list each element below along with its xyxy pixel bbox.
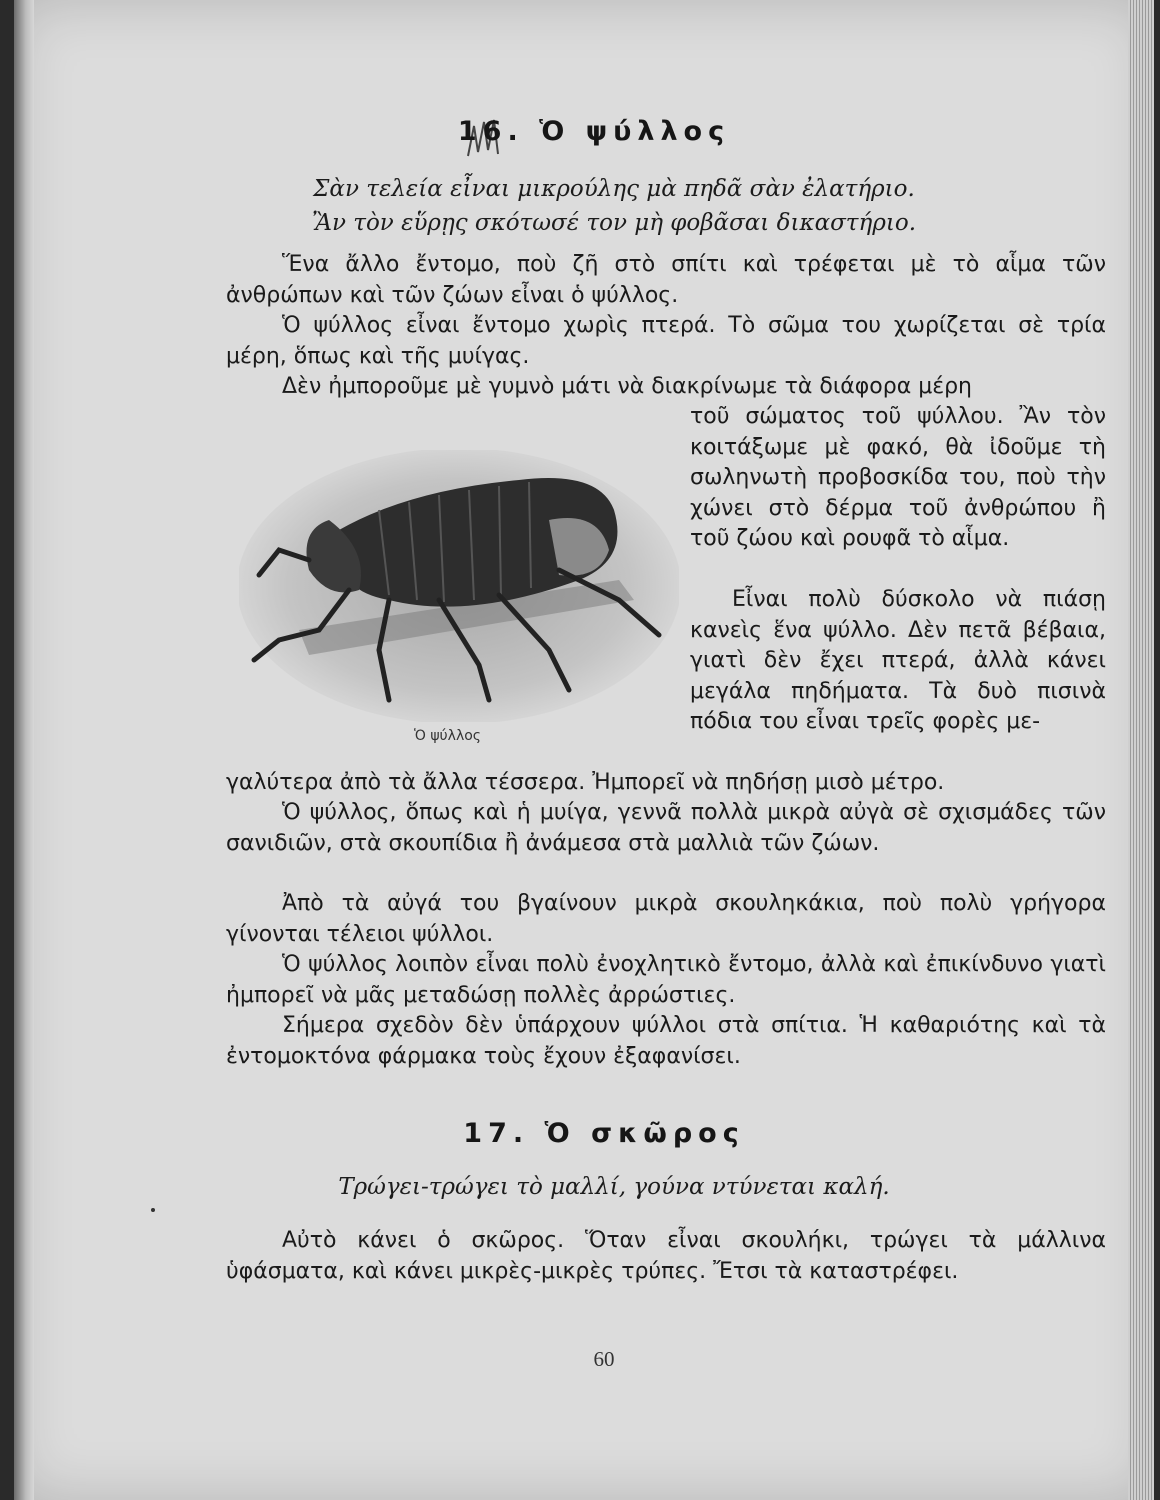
paragraph: Δὲν ἠμποροῦμε μὲ γυμνὸ μάτι νὰ διακρίνωμε τὰ διάφορα μέρη [282, 374, 972, 399]
paragraph: Ἀπὸ τὰ αὐγά του βγαίνουν μικρὰ σκουληκάκια, ποὺ πολὺ γρήγορα γίνονται τέλειοι ψύλλοι. [226, 891, 1106, 947]
paragraph: γαλύτερα ἀπὸ τὰ ἄλλα τέσσερα. Ἠμπορεῖ νὰ πηδήσῃ μισὸ μέτρο. [226, 770, 945, 795]
motto-line: Σὰν τελεία εἶναι μικρούλης μὰ πηδᾶ σὰν ἐλατήριο. [313, 176, 915, 202]
paragraph: Ὁ ψύλλος λοιπὸν εἶναι πολὺ ἐνοχλητικὸ ἔντομο, ἀλλὰ καὶ ἐπικίνδυνο γιατὶ ἠμπορεῖ νὰ μᾶς μεταδώσῃ πολλὲς ἀρρώστιες. [226, 952, 1106, 1008]
section-16-number: 16. [457, 116, 524, 147]
section-16-title: Ὁ ψύλλος [539, 116, 731, 147]
motto-line: Ἂν τὸν εὕρῃς σκότωσέ τον μὴ φοβᾶσαι δικαστήριο. [311, 210, 917, 236]
paragraph: τοῦ σώματος τοῦ ψύλλου. Ἂν τὸν κοιτάξωμε μὲ φακό, θὰ ἰδοῦμε τὴ σωληνωτὴ προβοσκίδα του, ποὺ τὴν χώνει στὸ δέρμα τοῦ ἀνθρώπου ἢ τοῦ ζώου καὶ ρουφᾶ τὸ αἷμα. [690, 404, 1106, 551]
ink-speck [151, 1208, 155, 1212]
section-16-heading [344, 116, 844, 147]
paragraph: Ἕνα ἄλλο ἔντομο, ποὺ ζῆ στὸ σπίτι καὶ τρέφεται μὲ τὸ αἷμα τῶν ἀνθρώπων καὶ τῶν ζώων εἶναι ὁ ψύλλος. [226, 252, 1106, 308]
section-16-motto [214, 172, 1014, 240]
page-edges [1128, 0, 1154, 1500]
book-page [14, 0, 1154, 1500]
section-17-motto: Τρώγει-τρώγει τὸ μαλλί, γούνα ντύνεται καλή. [338, 1174, 890, 1200]
paragraph: Σήμερα σχεδὸν δὲν ὑπάρχουν ψύλλοι στὰ σπίτια. Ἡ καθαριότης καὶ τὰ ἐντομοκτόνα φάρμακα τοὺς ἔχουν ἐξαφανίσει. [226, 1013, 1106, 1069]
paragraph: Ὁ ψύλλος, ὅπως καὶ ἡ μυίγα, γεννᾶ πολλὰ μικρὰ αὐγὰ σὲ σχισμάδες τῶν σανιδιῶν, στὰ σκουπίδια ἢ ἀνάμεσα στὰ μαλλιὰ τῶν ζώων. [226, 800, 1106, 856]
section-17-title: Ὁ σκῶρος [544, 1118, 745, 1149]
flea-illustration [239, 450, 679, 722]
paragraph: Ὁ ψύλλος εἶναι ἔντομο χωρὶς πτερά. Τὸ σῶμα του χωρίζεται σὲ τρία μέρη, ὅπως καὶ τῆς μυίγας. [226, 313, 1106, 369]
page-number: 60 [593, 1347, 615, 1371]
section-17-number: 17. [463, 1118, 530, 1149]
section-17-heading [394, 1118, 814, 1149]
paragraph: Αὐτὸ κάνει ὁ σκῶρος. Ὅταν εἶναι σκουλήκι, τρώγει τὰ μάλλινα ὑφάσματα, καὶ κάνει μικρὲς-μικρὲς τρύπες. Ἔτσι τὰ καταστρέφει. [226, 1228, 1106, 1284]
figure-caption: Ὁ ψύλλος [414, 728, 482, 744]
paragraph: Εἶναι πολὺ δύσκολο νὰ πιάσῃ κανεὶς ἕνα ψύλλο. Δὲν πετᾶ βέβαια, γιατὶ δὲν ἔχει πτερά, ἀλλὰ κάνει μεγάλα πηδήματα. Τὰ δυὸ πισινὰ πόδια του εἶναι τρεῖς φορὲς με- [690, 587, 1106, 734]
page-gutter [14, 0, 34, 1500]
